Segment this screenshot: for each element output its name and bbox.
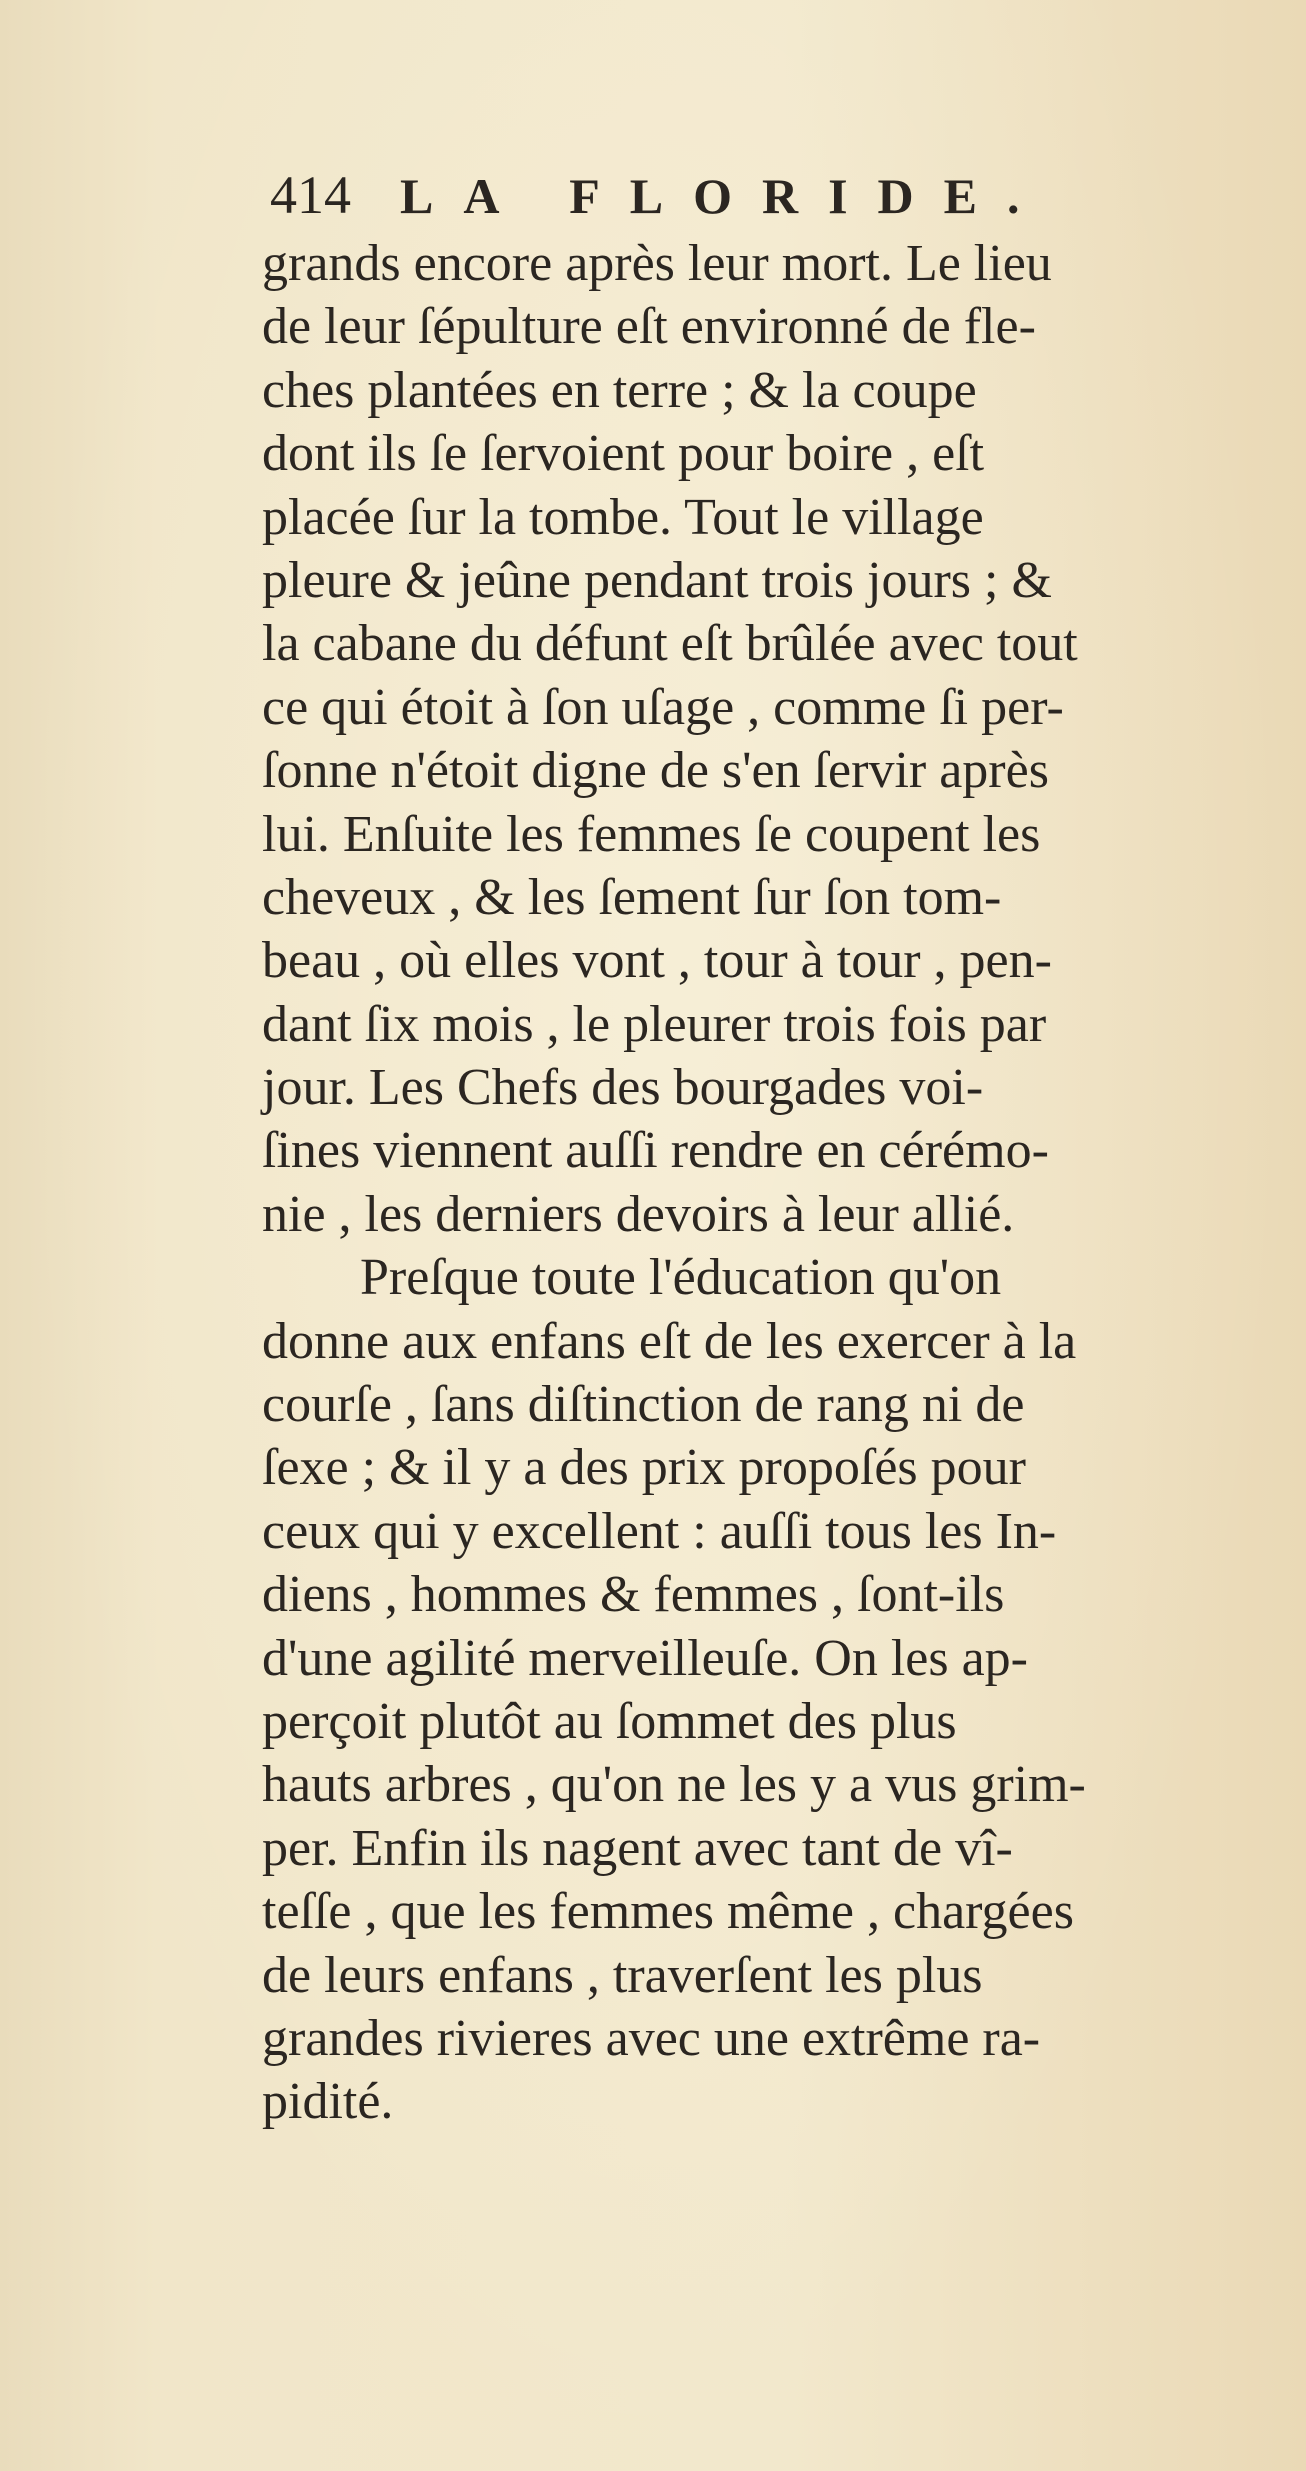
text-line: ſexe ; & il y a des prix propoſés pour: [262, 1439, 1026, 1497]
text-line: la cabane du défunt eſt brûlée avec tout: [262, 615, 1078, 673]
page-header: [270, 160, 1170, 230]
text-line: cheveux , & les ſement ſur ſon tom-: [262, 868, 1002, 926]
text-line: per. Enfin ils nagent avec tant de vî-: [262, 1819, 1013, 1877]
text-line: pidité.: [262, 2073, 394, 2131]
text-line: hauts arbres , qu'on ne les y a vus grim-: [262, 1756, 1086, 1814]
text-line: pleure & jeûne pendant trois jours ; &: [262, 551, 1052, 609]
text-line: grandes rivieres avec une extrême ra-: [262, 2009, 1041, 2067]
text-line: teſſe , que les femmes même , chargées: [262, 1883, 1074, 1941]
text-line: donne aux enfans eſt de les exercer à la: [262, 1312, 1077, 1370]
text-line: ſines viennent auſſi rendre en cérémo-: [262, 1122, 1049, 1180]
text-line: dont ils ſe ſervoient pour boire , eſt: [262, 425, 985, 483]
text-line: lui. Enſuite les femmes ſe coupent les: [262, 805, 1041, 863]
text-line: perçoit plutôt au ſommet des plus: [262, 1692, 957, 1750]
page-number: 414: [270, 165, 351, 225]
text-line: courſe , ſans diſtinction de rang ni de: [262, 1376, 1025, 1434]
text-line: de leur ſépulture eſt environné de fle-: [262, 298, 1036, 356]
text-line: ſonne n'étoit digne de s'en ſervir après: [262, 742, 1049, 800]
text-line: placée ſur la tombe. Tout le village: [262, 488, 984, 546]
text-line: ce qui étoit à ſon uſage , comme ſi per-: [262, 678, 1064, 736]
text-line: beau , où elles vont , tour à tour , pen-: [262, 932, 1052, 990]
text-line: grands encore après leur mort. Le lieu: [262, 235, 1052, 292]
text-line: nie , les derniers devoirs à leur allié.: [262, 1185, 1015, 1243]
text-line: ceux qui y excellent : auſſi tous les In-: [262, 1502, 1057, 1560]
body-text: [262, 232, 1262, 2134]
text-line: ches plantées en terre ; & la coupe: [262, 361, 977, 419]
paragraph-start-line: Preſque toute l'éducation qu'on: [360, 1249, 1002, 1307]
text-line: jour. Les Chefs des bourgades voi-: [262, 1059, 984, 1117]
text-line: d'une agilité merveilleuſe. On les ap-: [262, 1629, 1028, 1687]
running-title: LA FLORIDE.: [400, 168, 1050, 224]
text-line: diens , hommes & femmes , ſont-ils: [262, 1566, 1005, 1624]
text-line: dant ſix mois , le pleurer trois fois par: [262, 995, 1047, 1053]
text-line: de leurs enfans , traverſent les plus: [262, 1946, 983, 2004]
